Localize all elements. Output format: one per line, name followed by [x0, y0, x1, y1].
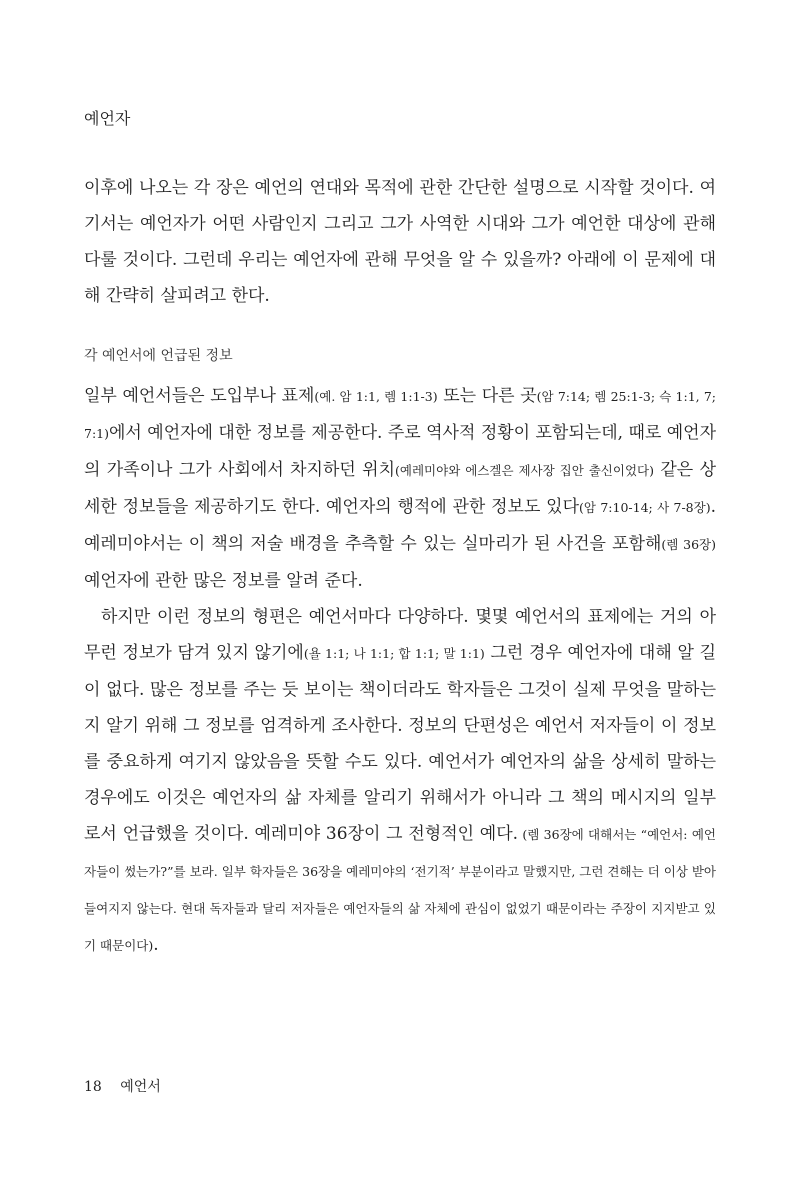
book-title: 예언서 — [120, 1079, 161, 1095]
p2-text-a: 하지만 이런 정보의 형편은 예언서마다 다양하다. 몇몇 예언서의 표제에는 거의 아무런 정보가 담겨 있지 않기에 — [84, 607, 716, 663]
p1-citation-a: (예. 암 1:1, 렘 1:1-3) — [314, 389, 438, 404]
page-footer — [84, 1076, 161, 1096]
p1-text-e: 에서 예언자에 대한 정보를 제공한다. 주로 역사적 정황이 포함되는데, 때로 예언자의 가족이나 그가 사회에서 차지하던 위치 — [84, 423, 716, 480]
p1-text-i: . 예레미야서는 이 책의 저술 배경을 추측할 수 있는 실마리가 된 사건을 포함해 — [84, 497, 716, 554]
paragraph-1 — [84, 378, 716, 599]
section-heading: 각 예언서에 언급된 정보 — [84, 348, 233, 364]
section-body — [84, 378, 716, 964]
p1-text-c: 또는 다른 곳 — [437, 386, 537, 406]
p2-citation-a: (욜 1:1; 나 1:1; 합 1:1; 말 1:1) — [303, 646, 485, 661]
p1-text-k: 예언자에 관한 많은 정보를 알려 준다. — [84, 571, 363, 591]
p2-note: (렘 36장에 대해서는 “예언서: 예언자들이 썼는가?”를 보라. 일부 학자들은 36장을 예레미야의 ‘전기적’ 부분이라고 말했지만, 그런 견해는 더 이상 받아들여지지 않는다. 현대 독자들과 달리 저자들은 예언자들의 삶 자체에 관심이 없었기 때문이라는 주장이 지지받고 있기 때문이다) — [84, 827, 716, 953]
p1-citation-c: (암 7:10-14; 사 7-8장) — [579, 500, 711, 515]
running-head: 예언자 — [84, 109, 131, 128]
intro-block — [84, 170, 716, 314]
p1-parenthetical: (예레미야와 에스겔은 제사장 집안 출신이었다) — [395, 463, 654, 478]
p2-text-e: . — [153, 935, 159, 955]
p1-text-a: 일부 예언서들은 도입부나 표제 — [84, 386, 315, 406]
p2-text-c: 그런 경우 예언자에 대해 알 길이 없다. 많은 정보를 주는 듯 보이는 책이더라도 학자들은 그것이 실제 무엇을 말하는지 알기 위해 그 정보를 엄격하게 조사한다. 정보의 단편성은 예언서 저자들이 이 정보를 중요하게 여기지 않았음을 뜻할 수도 있다. 예언서가 예언자의 삶을 상세히 말하는 경우에도 이것은 예언자의 삶 자체를 알리기 위해서가 아니라 그 책의 메시지의 일부로서 언급했을 것이다. 예레미야 36장이 그 전형적인 예다. — [84, 643, 716, 844]
intro-paragraph: 이후에 나오는 각 장은 예언의 연대와 목적에 관한 간단한 설명으로 시작할 것이다. 여기서는 예언자가 어떤 사람인지 그리고 그가 사역한 시대와 그가 예언한 대상에 관해 다룰 것이다. 그런데 우리는 예언자에 관해 무엇을 알 수 있을까? 아래에 이 문제에 대해 간략히 살피려고 한다. — [84, 178, 716, 306]
p1-citation-d: (렘 36장) — [661, 537, 716, 552]
page-number: 18 — [84, 1079, 102, 1095]
paragraph-2 — [84, 599, 716, 964]
p1-citation-b: (암 7:14; 렘 25:1-3; 슥 1:1, 7; 7:1) — [84, 389, 717, 441]
p1-text-g: 같은 상세한 정보들을 제공하기도 한다. 예언자의 행적에 관한 정보도 있다 — [84, 460, 716, 517]
